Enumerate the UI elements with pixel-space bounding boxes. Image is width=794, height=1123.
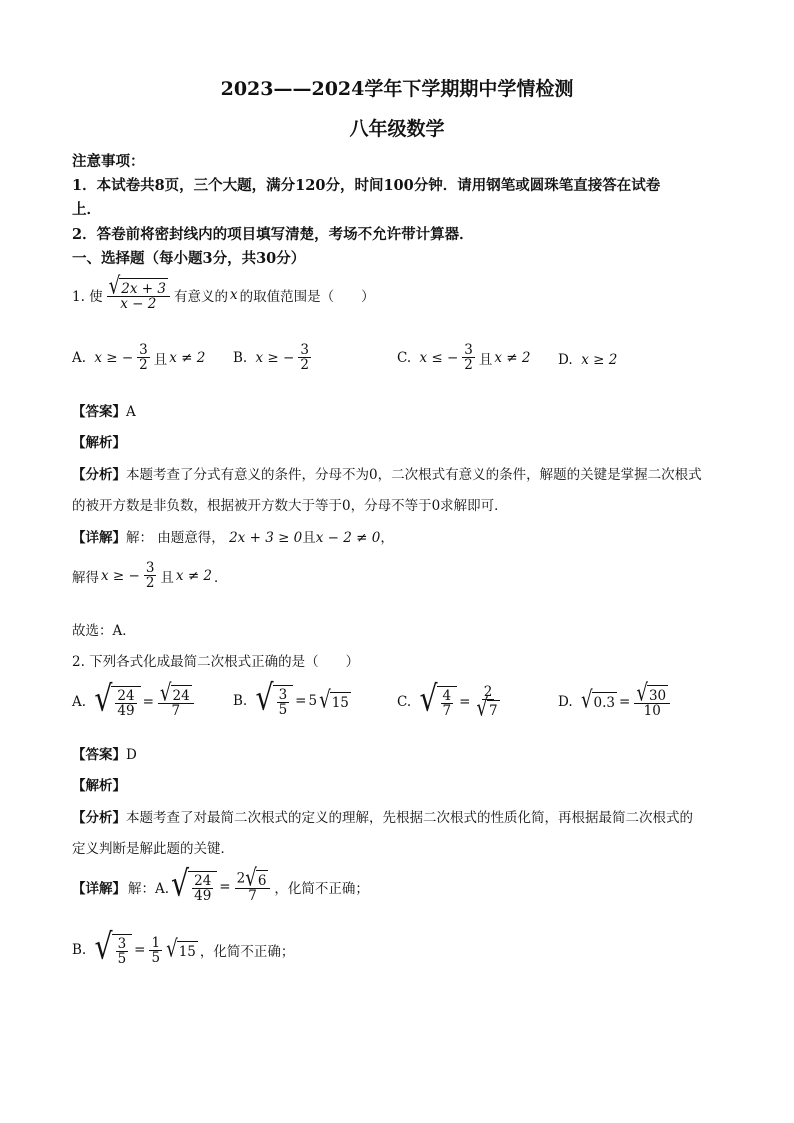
analysis-2-tag: 【解析】 (72, 778, 126, 794)
q2-option-d: D. √ 0.3 = √ 30 10 (558, 685, 672, 718)
option-a: A. x ≥ − $\frac{3}{2}$ 且 x ≠ 2 (72, 342, 206, 374)
option-b: B. x ≥ − $\frac{3}{2}$ (233, 342, 309, 374)
detail-1: 【详解】解： 由题意得， 2x + 3 ≥ 0且x − 2 ≠ 0， (72, 530, 394, 546)
option-c: C. x ≤ − $\frac{3}{2}$ 且 x ≠ 2 (397, 342, 531, 374)
question-2-stem: 2. 下列各式化成最简二次根式正确的是（ ） (72, 654, 360, 670)
q2-option-b: B. √ $\frac{3}{5}$ = 5 √ 15 (233, 677, 349, 719)
detail-2-a: 【详解】 解：A. √ $\frac{24}{49}$ = 2 √ 6 7 ，化简不正确； (72, 862, 369, 905)
option-d: D. x ≥ 2 (558, 352, 618, 368)
q2-option-a: A. √ $\frac{24}{49}$ = √ 24 7 (72, 685, 196, 718)
fraction: √ 2x + 3 x − 2 (107, 278, 170, 311)
notes-item-2: 2．答卷前将密封线内的项目填写清楚，考场不允许带计算器． (72, 226, 474, 243)
question-1-stem: 1. 使 √ 2x + 3 x − 2 有意义的 x 的取值范围是（ ） (72, 272, 375, 313)
notes-item-1: 1．本试卷共8页，三个大题，满分120分，时间100分钟．请用钢笔或圆珠笔直接答在试卷 (72, 177, 661, 194)
fenxi-1-line-2: 的被开方数是非负数，根据被开方数大于等于0，分母不等于0求解即可． (72, 498, 508, 514)
fenxi-2-line-1: 【分析】本题考查了对最简二次根式的定义的理解，先根据二次根式的性质化简，再根据最简二次根式的 (72, 810, 693, 826)
choose-1: 故选：A． (72, 623, 136, 639)
question-number: 1. 使 (72, 288, 103, 305)
fenxi-2-line-2: 定义判断是解此题的关键． (72, 841, 234, 857)
answer-2: 【答案】D (72, 747, 137, 763)
fenxi-1-line-1: 【分析】本题考查了分式有意义的条件，分母不为0，二次根式有意义的条件，解题的关键是掌握二次根式 (72, 467, 702, 483)
page-title: 2023——2024学年下学期期中学情检测 (220, 78, 574, 100)
page-subtitle: 八年级数学 (349, 118, 445, 140)
notes-heading: 注意事项： (72, 153, 145, 170)
q2-option-c: C. √ $\frac{4}{7}$ = 2 √ 7 (397, 677, 498, 723)
answer-1: 【答案】A (72, 404, 136, 420)
detail-2-b: B. √ $\frac{3}{5}$ = $\frac{1}{5}$ √ 15 ，化简不正确； (72, 926, 295, 968)
analysis-1-tag: 【解析】 (72, 435, 126, 451)
solve-1: 解得 x ≥ − $\frac{3}{2}$ 且 x ≠ 2 ． (72, 560, 228, 592)
section-title: 一、选择题（每小题3分，共30分） (72, 250, 306, 267)
notes-item-1-cont: 上． (72, 201, 101, 218)
